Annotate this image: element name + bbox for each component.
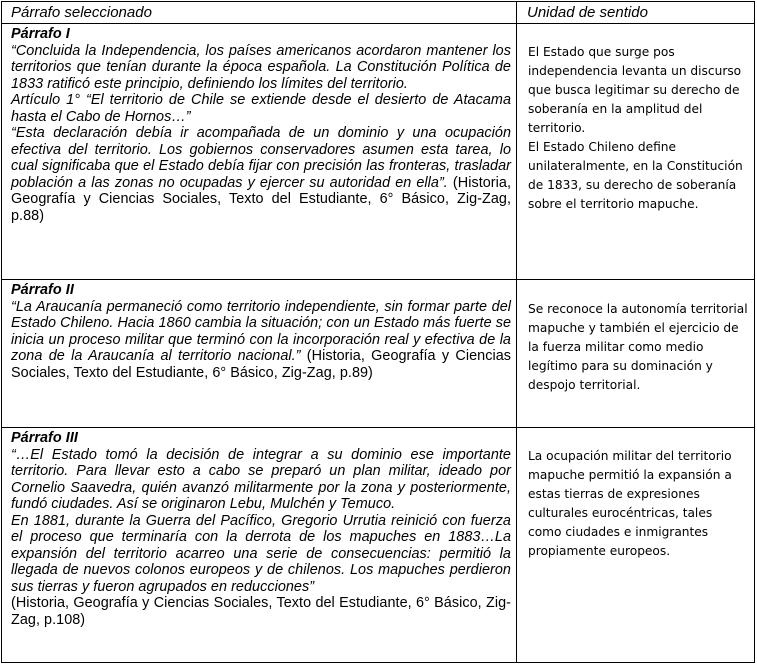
analysis-table	[1, 1, 755, 663]
citation-2: (Historia, Geografía y Ciencias Sociales, Texto del Estudiante, 6° Básico, Zig-Zag, p.89)	[11, 348, 512, 381]
paragraph-cell-2	[11, 282, 511, 381]
paragraph-cell-3	[11, 430, 511, 628]
paragraph-quote-3a: “…El Estado tomó la decisión de integrar a su dominio ese importante territorio. Para llevar esto a cabo se preparó un plan militar, ideado por Cornelio Saavedra, quién avanzó militarmente por la zona y posteriormente, fundó ciudades. Así se originaron Lebu, Mulchén y Temuco.	[11, 446, 511, 512]
column-divider	[516, 2, 517, 662]
meaning-cell-2	[528, 300, 748, 395]
paragraph-quote-3b: En 1881, durante la Guerra del Pacífico, Gregorio Urrutia reinició con fuerza el proceso que terminaría con la derrota de los mapuches en 1883…La expansión del territorio acarreo una serie de consecuencias: permitió la llegada de nuevos colonos europeos y de chilenos. Los mapuches perdieron sus tierras y fueron agrupados en reducciones”	[11, 512, 511, 595]
column-header-meaning: Unidad de sentido	[527, 4, 648, 21]
paragraph-quote-1b: Artículo 1° “El territorio de Chile se extiende desde el desierto de Atacama hasta el Cabo de Hornos…”	[11, 92, 511, 125]
meaning-text-3: La ocupación militar del territorio mapuche permitió la expansión a estas tierras de expresiones culturales eurocéntricas, tales como ciudades e inmigrantes propiamente europeos.	[528, 449, 732, 558]
paragraph-quote-2-wrap	[11, 299, 511, 382]
column-header-paragraph: Párrafo seleccionado	[11, 4, 152, 21]
row-divider-2	[2, 427, 754, 428]
meaning-text-1a: El Estado que surge pos independencia levanta un discurso que busca legitimar su derecho de soberanía en la amplitud del territorio.	[528, 45, 742, 135]
header-divider	[2, 23, 754, 24]
meaning-cell-1	[528, 43, 748, 214]
paragraph-title-3: Párrafo III	[11, 430, 78, 446]
paragraph-cell-1	[11, 26, 511, 224]
paragraph-quote-1c-wrap	[11, 125, 511, 224]
row-divider-1	[2, 279, 754, 280]
paragraph-quote-1c: “Esta declaración debía ir acompañada de un dominio y una ocupación efectiva del territorio. Los gobiernos conservadores asumen esta tarea, lo cual significaba que el Estado debía fijar con precisión las fronteras, trasladar población a las zonas no ocupadas y ejercer su autoridad en ella”.	[11, 125, 511, 191]
paragraph-quote-2: “La Araucanía permaneció como territorio independiente, sin formar parte del Estado Chileno. Hacia 1860 cambia la situación; con un Estado más fuerte se inicia un proceso militar que terminó con la incorporación real y efectiva de la zona de la Araucanía al territorio nacional.”	[11, 298, 511, 364]
paragraph-title-2: Párrafo II	[11, 282, 74, 298]
citation-3: (Historia, Geografía y Ciencias Sociales, Texto del Estudiante, 6° Básico, Zig-Zag, p.108)	[11, 595, 511, 628]
meaning-cell-3	[528, 447, 748, 561]
meaning-text-1b: El Estado Chileno define unilateralmente, en la Constitución de 1833, su derecho de soberanía sobre el territorio mapuche.	[528, 140, 743, 211]
citation-1: (Historia, Geografía y Ciencias Sociales, Texto del Estudiante, 6° Básico, Zig-Zag, p.88)	[11, 174, 511, 224]
paragraph-quote-1a: “Concluida la Independencia, los países americanos acordaron mantener los territorios que tenían durante la época española. La Constitución Política de 1833 ratificó este principio, definiendo los límites del territorio.	[11, 42, 511, 92]
meaning-text-2: Se reconoce la autonomía territorial mapuche y también el ejercicio de la fuerza militar como medio legítimo para su dominación y despojo territorial.	[528, 302, 748, 392]
paragraph-title-1: Párrafo I	[11, 26, 70, 42]
